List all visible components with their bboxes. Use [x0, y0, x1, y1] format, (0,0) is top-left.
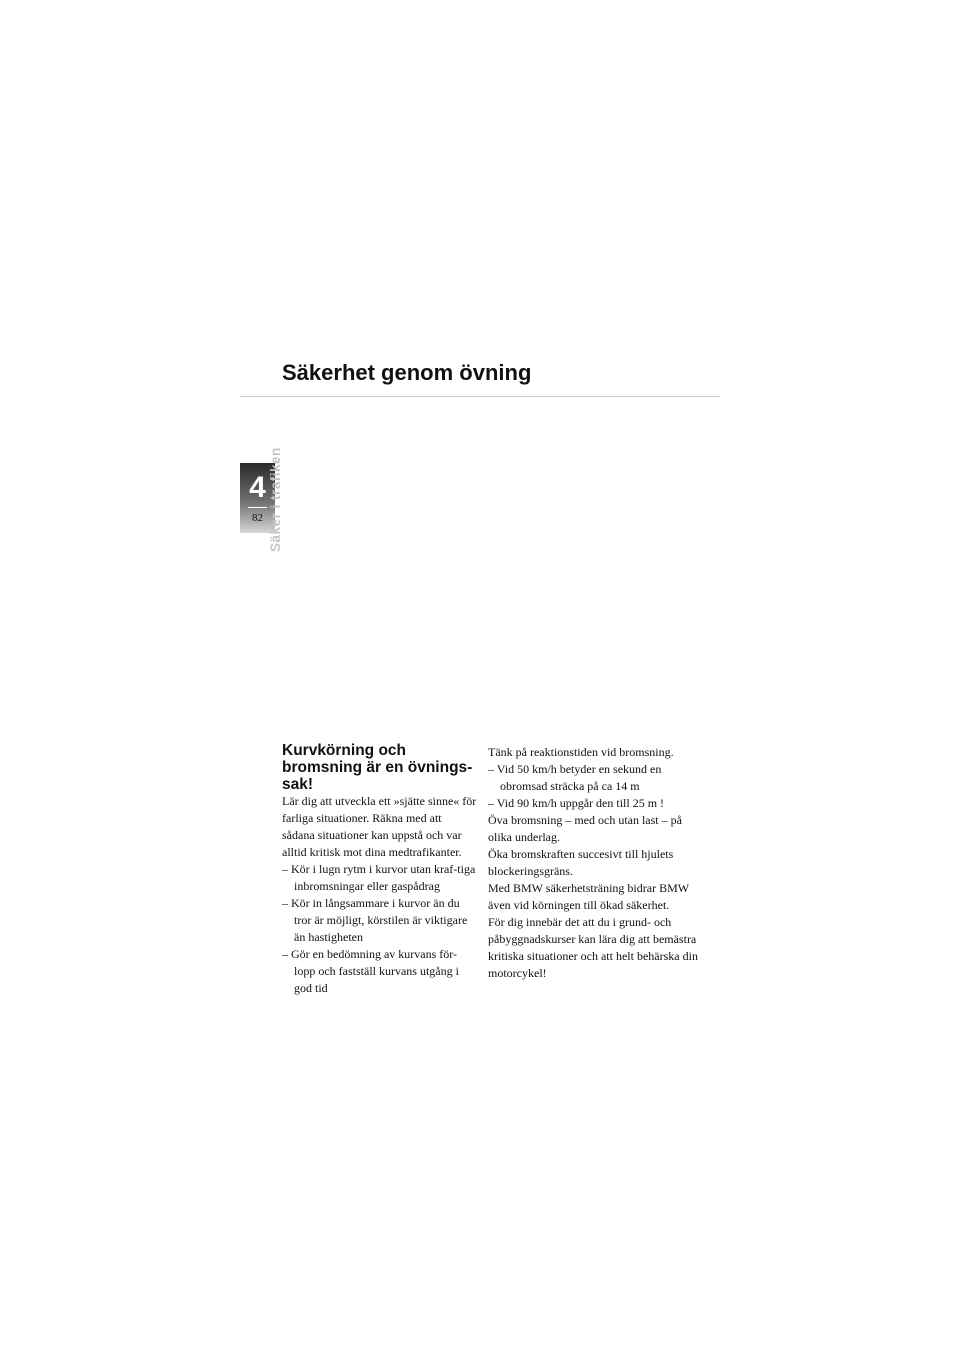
intro-paragraph: Lär dig att utveckla ett »sjätte sinne« för farliga situationer. Räkna med att sådana situationer kan uppstå och var alltid kritisk mot dina medtrafikanter. [282, 794, 477, 859]
bullet-item: – Vid 50 km/h betyder en sekund en obromsad sträcka på ca 14 m [488, 762, 662, 793]
paragraph: Öka bromskraften succesivt till hjulets blockeringsgräns. [488, 847, 674, 878]
chapter-number-divider [248, 507, 267, 508]
paragraph: Tänk på reaktionstiden vid bromsning. [488, 745, 674, 759]
left-text-column [282, 742, 477, 997]
paragraph: För dig innebär det att du i grund- och påbyggnadskurser kan lära dig att bemästra kritiska situationer och att helt behärska din motorcykel! [488, 915, 698, 980]
bullet-item: – Vid 90 km/h uppgår den till 25 m ! [488, 796, 665, 810]
bullet-item: – Kör in långsammare i kurvor än du tror är möjligt, körstilen är viktigare än hastigheten [282, 896, 468, 944]
bullet-item: – Gör en bedömning av kurvans för-lopp och fastställ kurvans utgång i god tid [282, 947, 459, 995]
right-text-column [488, 744, 703, 982]
paragraph: Öva bromsning – med och utan last – på olika underlag. [488, 813, 682, 844]
title-divider [240, 396, 720, 397]
section-heading: Kurvkörning och bromsning är en övnings-sak! [282, 742, 473, 793]
page-title: Säkerhet genom övning [282, 360, 532, 385]
bullet-item: – Kör i lugn rytm i kurvor utan kraf-tiga inbromsningar eller gaspådrag [282, 862, 476, 893]
page-number: 82 [252, 512, 263, 524]
chapter-number: 4 [249, 471, 266, 504]
chapter-side-label: Säker i trafiken [268, 447, 283, 552]
paragraph: Med BMW säkerhetsträning bidrar BMW även vid körningen till ökad säkerhet. [488, 881, 689, 912]
